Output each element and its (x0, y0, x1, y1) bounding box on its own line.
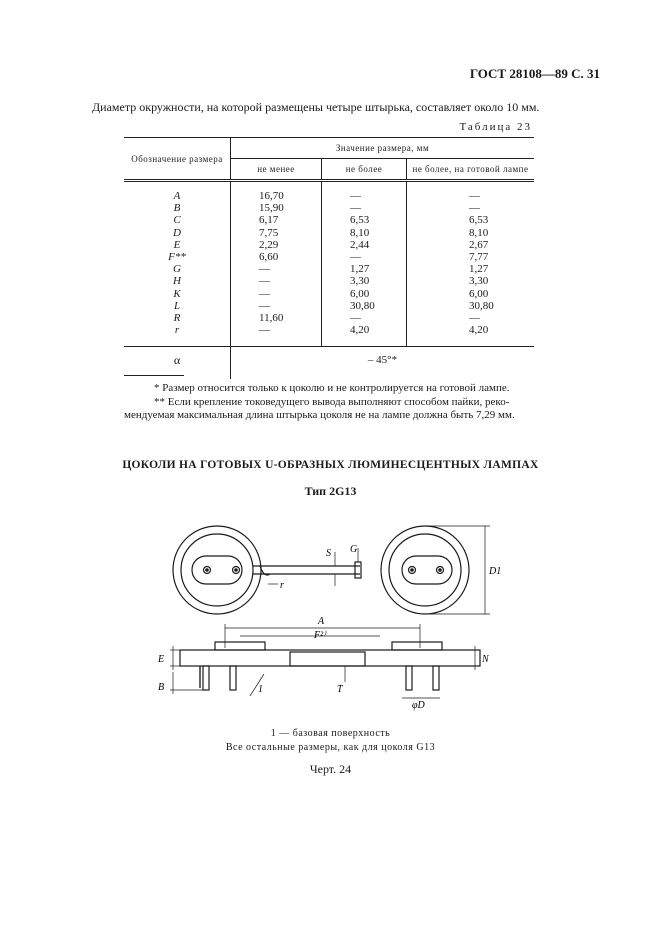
row-min: — (231, 300, 322, 312)
row-symbol: E (173, 238, 181, 251)
row-max-lamp: 1,27 (407, 263, 535, 275)
footnote-rule (124, 375, 184, 376)
row-max-lamp: 2,67 (407, 239, 535, 251)
row-symbol: r (174, 324, 180, 337)
row-max: — (322, 190, 407, 202)
col-max-lamp-header: не более, на готовой лампе (407, 159, 535, 181)
table-row (124, 324, 534, 336)
footnote-2-continued: мендуемая максимальная длина штырька цоколя не на лампе должна быть 7,29 мм. (124, 409, 515, 421)
pin-right-1 (406, 666, 412, 690)
table-number: Таблица 23 (459, 121, 532, 133)
row-symbol: A (173, 190, 181, 202)
row-max: 1,27 (322, 263, 407, 275)
row-max: — (322, 251, 407, 263)
label-b: B (158, 682, 165, 693)
row-max: 4,20 (322, 324, 407, 336)
row-max-lamp: 8,10 (407, 227, 535, 239)
row-max-lamp: 6,00 (407, 288, 535, 300)
pin-left-2 (230, 666, 236, 690)
label-f: F²⁾ (314, 630, 326, 641)
table-row (124, 300, 534, 312)
row-symbol: C (173, 214, 181, 227)
row-min: 11,60 (231, 312, 322, 324)
row-max: 6,53 (322, 214, 407, 226)
row-min: 15,90 (231, 202, 322, 214)
label-s: S (326, 548, 331, 559)
label-1: 1 (258, 684, 263, 695)
row-max-lamp: 7,77 (407, 251, 535, 263)
row-max: 3,30 (322, 275, 407, 287)
g-step (355, 562, 361, 578)
row-max-lamp: — (407, 312, 535, 324)
pin-left-1 (203, 666, 209, 690)
row-min: — (231, 275, 322, 287)
right-pin-oval (402, 556, 452, 584)
row-min: 7,75 (231, 227, 322, 239)
row-max: 8,10 (322, 227, 407, 239)
row-symbol: G (173, 263, 181, 276)
section-title: ЦОКОЛИ НА ГОТОВЫХ U-ОБРАЗНЫХ ЛЮМИНЕСЦЕНТНЫХ ЛАМПАХ (122, 459, 539, 471)
row-max-lamp: 4,20 (407, 324, 535, 336)
row-symbol: F** (168, 251, 186, 264)
left-disc-outline (173, 526, 261, 614)
row-min: 6,60 (231, 251, 322, 263)
right-disc-inner (389, 534, 461, 606)
type-title: Тип 2G13 (304, 484, 357, 498)
row-max-lamp: 3,30 (407, 275, 535, 287)
alpha-symbol: α (124, 347, 231, 374)
table-row (124, 202, 534, 214)
label-g: G (350, 544, 358, 555)
label-phi-d: φD (412, 700, 425, 711)
base-drawing (140, 512, 520, 722)
row-symbol: K (173, 287, 181, 300)
row-max: 2,44 (322, 239, 407, 251)
col-min-header: не менее (231, 159, 322, 181)
table-row (124, 275, 534, 287)
label-d1: D1 (489, 566, 502, 577)
col-value-header: Значение размера, мм (231, 138, 535, 159)
row-max-lamp: — (407, 190, 535, 202)
table-row (124, 239, 534, 251)
row-min: 2,29 (231, 239, 322, 251)
row-max-lamp: 30,80 (407, 300, 535, 312)
table-row (124, 312, 534, 324)
footnote-1: * Размер относится только к цоколю и не контролируется на готовой лампе. (154, 382, 510, 394)
row-max: — (322, 202, 407, 214)
caption-base-surface: 1 — базовая поверхность (270, 728, 391, 739)
col-max-header: не более (322, 159, 407, 181)
table-row (124, 288, 534, 300)
pin-right-2 (433, 666, 439, 690)
row-symbol: D (173, 226, 181, 239)
intro-paragraph: Диаметр окружности, на которой размещены четыре штырька, составляет около 10 мм. (92, 100, 540, 114)
label-r: r (280, 580, 284, 591)
table-row (124, 190, 534, 202)
row-symbol: R (173, 312, 181, 325)
row-min: — (231, 288, 322, 300)
table-row (124, 214, 534, 226)
page-header: ГОСТ 28108—89 С. 31 (469, 66, 600, 81)
row-symbol: L (173, 299, 181, 312)
row-max-lamp: — (407, 202, 535, 214)
row-symbol: B (173, 202, 181, 215)
caption-other-dimensions: Все остальные размеры, как для цоколя G13 (225, 742, 436, 753)
row-max: 30,80 (322, 300, 407, 312)
label-a: A (318, 616, 325, 627)
bridge (253, 566, 360, 574)
table-row (124, 251, 534, 263)
alpha-value: – 45°* (231, 347, 535, 374)
col-designation-header: Обозначение размера (124, 138, 231, 181)
row-max-lamp: 6,53 (407, 214, 535, 226)
row-max: 6,00 (322, 288, 407, 300)
side-view (180, 642, 480, 690)
row-max: — (322, 312, 407, 324)
row-min: — (231, 263, 322, 275)
table-row (124, 227, 534, 239)
drawing-number: Черт. 24 (309, 762, 352, 776)
table-row (124, 263, 534, 275)
label-t: T (337, 684, 343, 695)
label-n: N (482, 654, 489, 665)
label-e: E (158, 654, 165, 665)
row-min: 16,70 (231, 190, 322, 202)
dimensions-table (124, 137, 534, 379)
row-symbol: H (173, 275, 181, 288)
row-min: — (231, 324, 322, 336)
right-disc-outline (381, 526, 469, 614)
footnote-2: ** Если крепление токоведущего вывода выполняют способом пайки, реко- (154, 396, 510, 408)
row-min: 6,17 (231, 214, 322, 226)
